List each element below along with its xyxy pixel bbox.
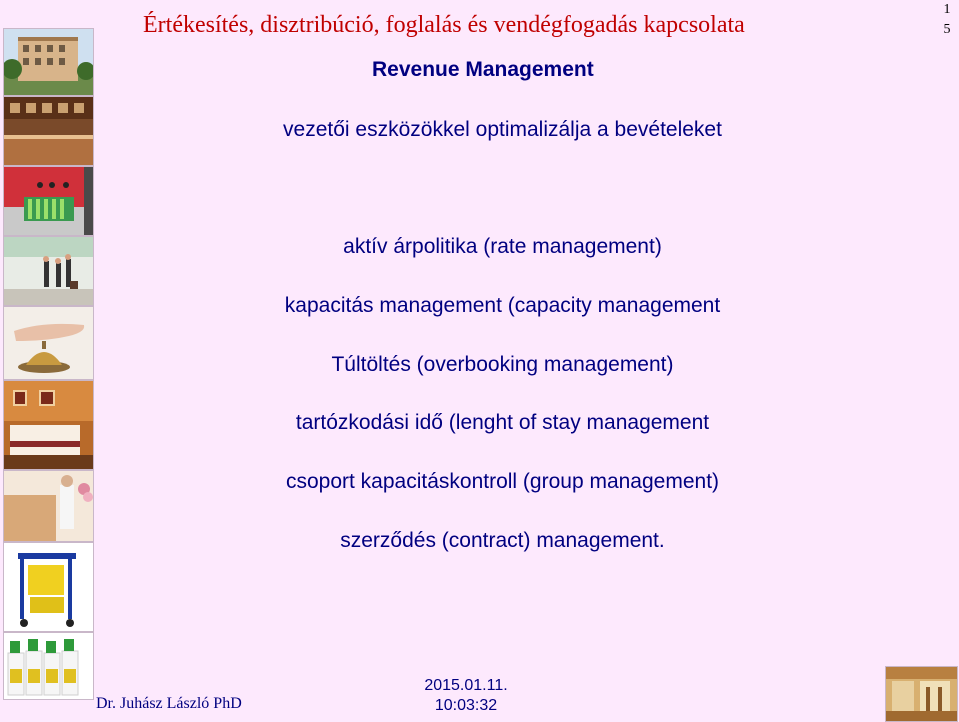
page-number-line2: 5 bbox=[943, 22, 951, 37]
content-line: vezetői eszközökkel optimalizálja a bevételeket bbox=[283, 118, 722, 141]
cleaning-bottles-photo bbox=[3, 632, 94, 700]
page-title: Értékesítés, disztribúció, foglalás és vendégfogadás kapcsolata bbox=[143, 12, 745, 38]
receptionist-photo bbox=[3, 470, 94, 542]
footer-date: 2015.01.11. bbox=[424, 677, 508, 694]
footer-author: Dr. Juhász László PhD bbox=[96, 695, 242, 712]
hotel-building-photo bbox=[3, 28, 94, 96]
travelers-photo bbox=[3, 236, 94, 306]
content-line: kapacitás management (capacity management bbox=[284, 294, 721, 317]
content-line: aktív árpolitika (rate management) bbox=[343, 235, 662, 258]
content-line: tartózkodási idő (lenght of stay management bbox=[295, 411, 710, 434]
page-number-line1: 1 bbox=[943, 2, 951, 17]
cleaning-cart-photo bbox=[3, 542, 94, 632]
section-subtitle: Revenue Management bbox=[372, 58, 594, 81]
footer-datetime bbox=[402, 676, 530, 716]
lobby-interior-photo bbox=[885, 666, 958, 722]
lobby-counter-photo bbox=[3, 166, 94, 236]
hotel-room-photo bbox=[3, 380, 94, 470]
content-line: szerződés (contract) management. bbox=[340, 529, 665, 552]
content-line: Túltöltés (overbooking management) bbox=[331, 353, 674, 376]
hand-bell-photo bbox=[3, 306, 94, 380]
page-number bbox=[940, 0, 954, 40]
footer-time: 10:03:32 bbox=[434, 697, 498, 714]
photo-strip bbox=[0, 28, 95, 700]
reception-desk-photo bbox=[3, 96, 94, 166]
content-line: csoport kapacitáskontroll (group management) bbox=[285, 470, 720, 493]
